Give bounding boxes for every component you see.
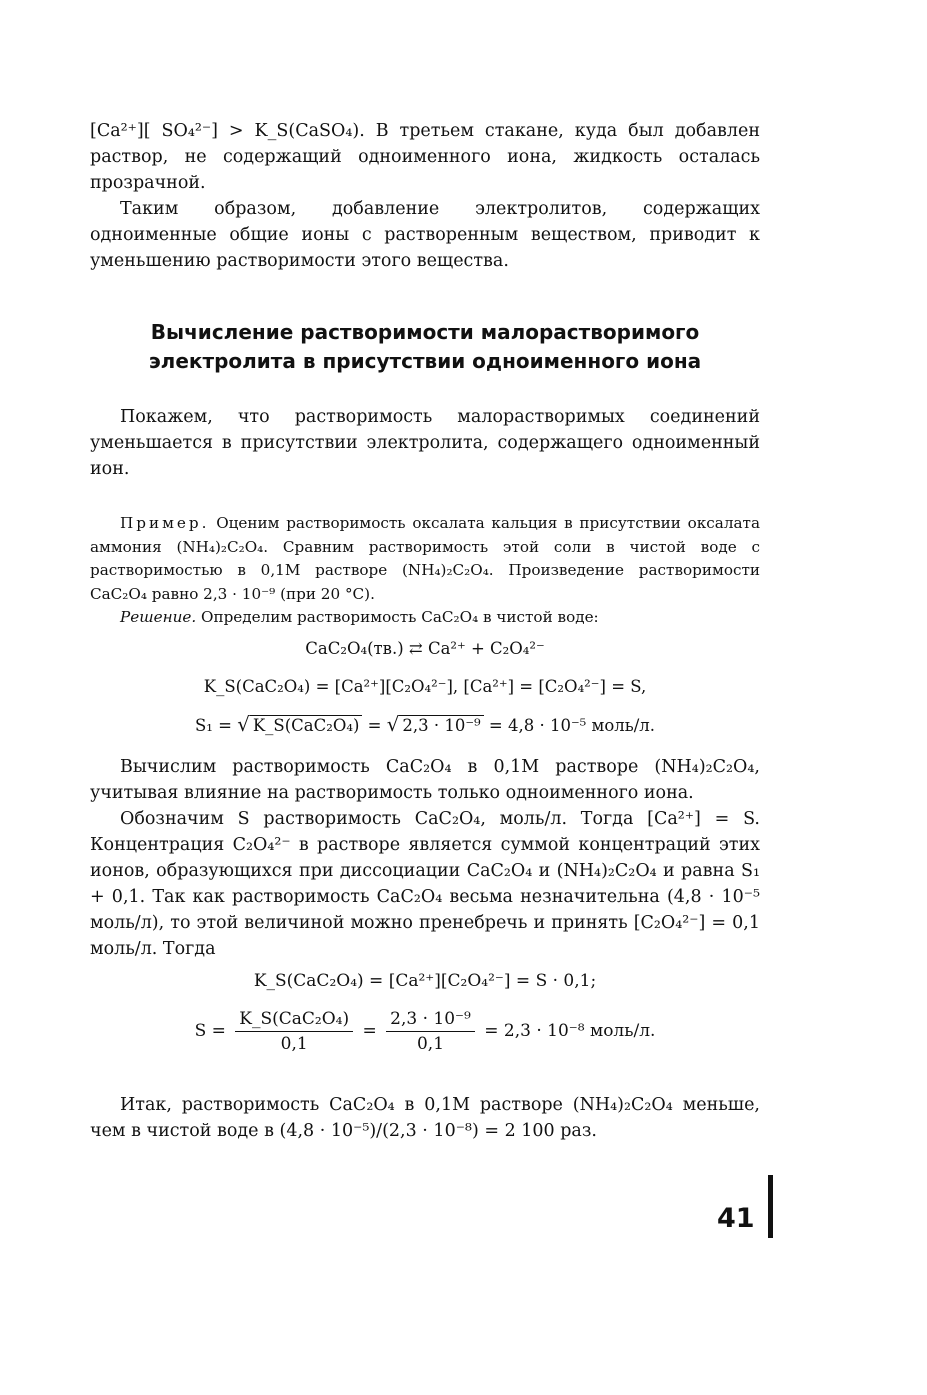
top-paragraph-1: [Ca²⁺][ SO₄²⁻] > K_S(CaSO₄). В третьем стакане, куда был добавлен раствор, не содержащий одноименного иона, жидкость осталась прозрачной. bbox=[90, 121, 760, 193]
sqrt-icon: √ bbox=[237, 712, 250, 736]
dissociation-equation: CaC₂O₄(тв.) ⇄ Ca²⁺ + C₂O₄²⁻ bbox=[305, 638, 545, 658]
s1-left: S₁ = bbox=[194, 715, 232, 735]
section-heading-line-2: электролита в присутствии одноименного иона bbox=[148, 349, 702, 373]
s1-equation bbox=[90, 706, 760, 744]
section-heading bbox=[90, 318, 760, 376]
fraction-1 bbox=[235, 1007, 353, 1056]
ks-expression: K_S(CaC₂O₄) = [Ca²⁺][C₂O₄²⁻], [Ca²⁺] = [C₂O₄²⁻] = S, bbox=[203, 676, 647, 696]
solution-label: Решение. bbox=[120, 608, 197, 626]
s1-result: = 4,8 · 10⁻⁵ моль/л. bbox=[488, 715, 656, 735]
ks-with-ion-equation: K_S(CaC₂O₄) = [Ca²⁺][C₂O₄²⁻] = S · 0,1; bbox=[253, 970, 597, 991]
solution-paragraph bbox=[90, 606, 760, 630]
s-result: = 2,3 · 10⁻⁸ моль/л. bbox=[484, 1020, 656, 1041]
sqrt-icon: √ bbox=[386, 712, 400, 736]
top-paragraph-2: Таким образом, добавление электролитов, содержащих одноименные общие ионы с растворенным веществом, приводит к уменьшению растворимости этого вещества. bbox=[90, 199, 760, 271]
denote-paragraph: Обозначим S растворимость CaC₂O₄, моль/л. Тогда [Ca²⁺] = S. Концентрация C₂O₄²⁻ в растворе является суммой концентраций этих ионов, образующихся при диссоциации CaC₂O₄ и (NH₄)₂C₂O₄ и равна S₁ + 0,1. Так как растворимость CaC₂O₄ весьма незначительна (4,8 · 10⁻⁵ моль/л), то этой величиной можно пренебречь и принять [C₂O₄²⁻] = 0,1 моль/л. Тогда bbox=[90, 808, 760, 959]
page-content bbox=[90, 118, 760, 1144]
s1-value-root: 2,3 · 10⁻⁹ bbox=[399, 715, 483, 736]
page-number: 41 bbox=[717, 1203, 755, 1234]
solution-text: Определим растворимость CaC₂O₄ в чистой воде: bbox=[201, 608, 599, 626]
intro-paragraph: Покажем, что растворимость малорастворимых соединений уменьшается в присутствии электролита, содержащего одноименный ион. bbox=[90, 407, 760, 479]
fraction-2-numerator: 2,3 · 10⁻⁹ bbox=[386, 1007, 475, 1032]
fraction-2 bbox=[386, 1007, 475, 1056]
conclusion-paragraph: Итак, растворимость CaC₂O₄ в 0,1М растворе (NH₄)₂C₂O₄ меньше, чем в чистой воде в (4,8 · 10⁻⁵)/(2,3 · 10⁻⁸) = 2 100 раз. bbox=[90, 1094, 760, 1141]
s-left: S = bbox=[194, 1020, 226, 1041]
calc-paragraph: Вычислим растворимость CaC₂O₄ в 0,1М растворе (NH₄)₂C₂O₄, учитывая влияние на растворимость только одноименного иона. bbox=[90, 756, 760, 803]
s-eq: = bbox=[362, 1020, 377, 1041]
s1-root: K_S(CaC₂O₄) bbox=[250, 715, 363, 736]
s-equation bbox=[90, 1000, 760, 1062]
fraction-1-numerator: K_S(CaC₂O₄) bbox=[235, 1007, 353, 1032]
s1-eq: = bbox=[367, 715, 382, 735]
example-text: Оценим растворимость оксалата кальция в присутствии оксалата аммония (NH₄)₂C₂O₄. Сравним растворимость этой соли в чистой воде с растворимостью в 0,1М растворе (NH₄)₂C₂O₄. Произведение растворимости CaC₂O₄ равно 2,3 · 10⁻⁹ (при 20 °C). bbox=[90, 514, 761, 603]
example-label: Пример. bbox=[120, 514, 210, 532]
page-marker-bar bbox=[768, 1175, 773, 1238]
example-paragraph bbox=[90, 512, 760, 606]
fraction-1-denominator: 0,1 bbox=[280, 1033, 308, 1054]
formula-block-2 bbox=[90, 962, 760, 1062]
formula-block-1 bbox=[90, 630, 760, 744]
fraction-2-denominator: 0,1 bbox=[416, 1033, 445, 1054]
section-heading-line-1: Вычисление растворимости малорастворимого bbox=[150, 320, 700, 344]
